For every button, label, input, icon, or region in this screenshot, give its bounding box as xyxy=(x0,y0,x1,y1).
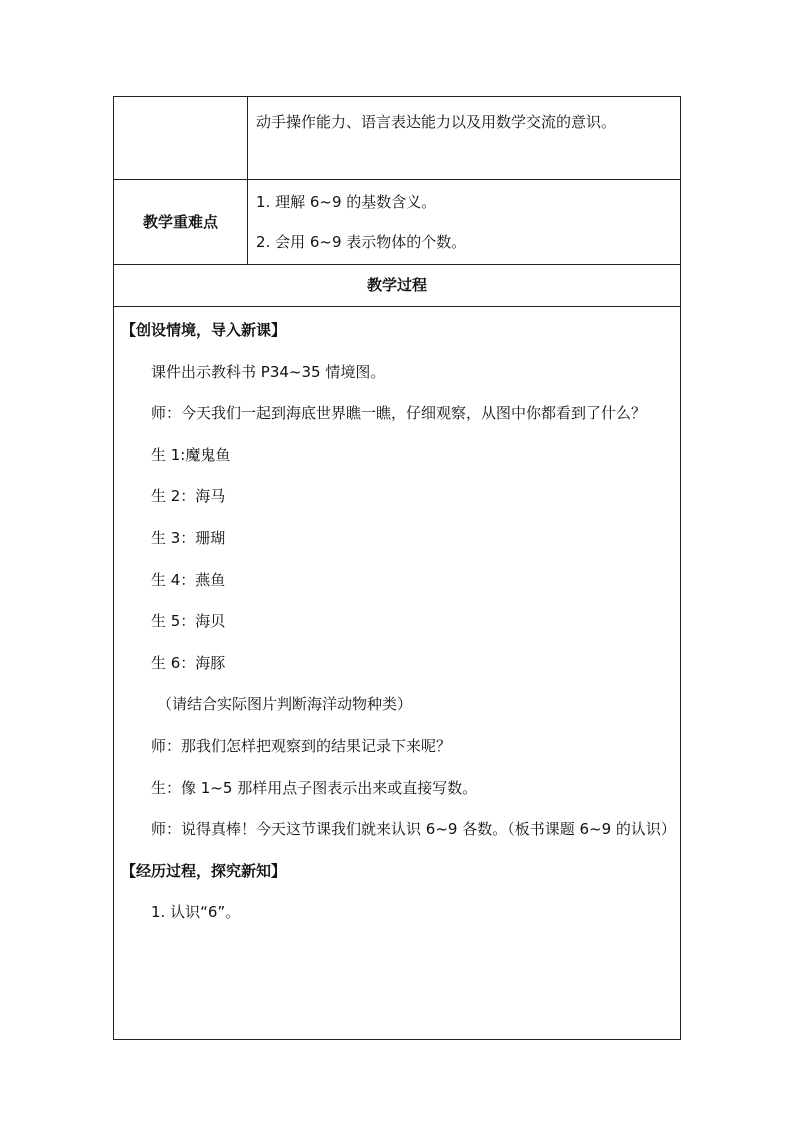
section-title-explore: 【经历过程，探究新知】 xyxy=(121,861,287,880)
process-line: 生 3：珊瑚 xyxy=(151,528,226,547)
process-line: 生 1:魔鬼鱼 xyxy=(151,445,231,464)
section-title-intro: 【创设情境，导入新课】 xyxy=(121,321,287,339)
process-line: 生 6：海豚 xyxy=(151,653,226,672)
process-line: 师：说得真棒！今天这节课我们就来认识 6~9 各数。（板书课题 6~9 的认识） xyxy=(151,820,676,839)
objective-content-cell xyxy=(248,97,681,180)
process-body-row xyxy=(114,307,681,1040)
process-line: 师：那我们怎样把观察到的结果记录下来呢？ xyxy=(151,736,452,755)
process-body-cell xyxy=(114,307,681,1040)
objective-label-cell xyxy=(114,97,248,180)
process-line: 生 2：海马 xyxy=(151,487,226,506)
process-header: 教学过程 xyxy=(366,276,427,294)
process-header-row xyxy=(114,265,681,307)
lesson-plan-table xyxy=(113,96,681,1040)
process-line: 1. 认识“6”。 xyxy=(151,903,241,922)
difficulty-row xyxy=(114,180,681,265)
process-line: 师：今天我们一起到海底世界瞧一瞧，仔细观察，从图中你都看到了什么？ xyxy=(151,404,647,423)
objective-text: 动手操作能力、语言表达能力以及用数学交流的意识。 xyxy=(256,113,617,131)
difficulty-item-1: 1. 理解 6~9 的基数含义。 xyxy=(256,193,437,211)
difficulty-label: 教学重难点 xyxy=(142,213,218,231)
process-header-cell xyxy=(114,265,681,307)
difficulty-content-cell xyxy=(248,180,681,265)
process-line: 生 4：燕鱼 xyxy=(151,570,226,589)
process-note: （请结合实际图片判断海洋动物种类） xyxy=(157,695,413,714)
difficulty-item-2: 2. 会用 6~9 表示物体的个数。 xyxy=(256,233,467,251)
objective-row xyxy=(114,97,681,180)
process-line: 生：像 1~5 那样用点子图表示出来或直接写数。 xyxy=(151,778,478,797)
difficulty-label-cell xyxy=(114,180,248,265)
process-line: 课件出示教科书 P34~35 情境图。 xyxy=(151,362,386,381)
process-line: 生 5：海贝 xyxy=(151,612,226,631)
